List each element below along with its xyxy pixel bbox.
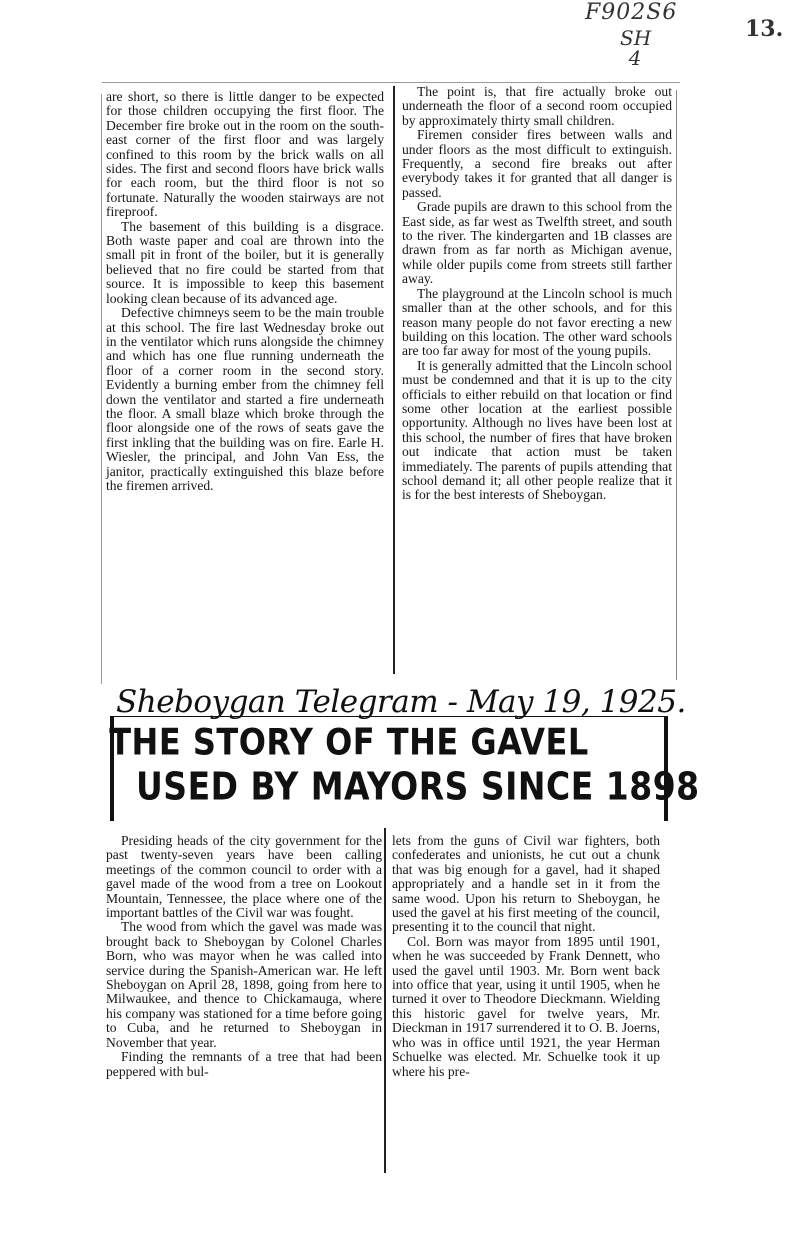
archive-sub-annotation (620, 28, 650, 68)
headline-line-2: USED BY MAYORS SINCE 1898 (136, 764, 700, 809)
archive-sub-line-2: 4 (628, 46, 642, 70)
clipping-right-edge (676, 90, 677, 680)
article2-paragraph: Col. Born was mayor from 1895 until 1901, when he was succeeded by Frank Dennett, who used the gavel until 1903. Mr. Born went back into office that year, using it until 1905, when he turned it over to Theodore Dieckmann. Wielding this historic gavel for twelve years, Mr. Dieckman in 1917 surrendered it to O. B. Joerns, who was in office until 1921, the year Herman Schuelke was elected. Mr. Schuelke took it up where his pre- (392, 933, 660, 1079)
article1-paragraph: Grade pupils are drawn to this school from the East side, as far west as Twelfth street, and south to the river. The kindergarten and 1B classes are drawn from as far north as Michigan avenue, while older pupils come from streets still farther away. (402, 199, 672, 287)
article2-paragraph: lets from the guns of Civil war fighters, both confederates and unionists, he cut out a chunk that was big enough for a gavel, had it shaped appropriately and a handle set in it from the same wood. Upon his return to Sheboygan, he used the gavel at his first meeting of the council, presenting it to the council that night. (392, 833, 660, 935)
archive-id-annotation: F902S6 (585, 0, 678, 25)
article1-column-1 (106, 90, 384, 493)
headline-line-1: THE STORY OF THE GAVEL (109, 720, 589, 764)
column-rule-lower (384, 828, 386, 1173)
article2-paragraph: Finding the remnants of a tree that had been peppered with bul- (106, 1049, 382, 1079)
page-number-annotation: 13. (745, 16, 784, 42)
archive-sub-line-1: SH (620, 26, 652, 50)
clipping-top-edge (102, 82, 680, 83)
headline-box (109, 716, 700, 821)
handwritten-source-note: Sheboygan Telegram - May 19, 1925. (116, 684, 686, 720)
clipping-left-edge (101, 94, 102, 684)
article1-column-2 (402, 85, 672, 503)
article2-column-1 (106, 834, 382, 1079)
article1-paragraph: It is generally admitted that the Lincoln school must be condemned and that it is up to the city officials to either rebuild on that location or find some other location at the earliest possible opportunity. Although no lives have been lost at this school, the number of fires that have broken out indicate that action must be taken immediately. The parents of pupils attending that school demand it; all other people realize that it is for the best interests of Sheboygan. (402, 357, 672, 503)
article1-paragraph: The basement of this building is a disgrace. Both waste paper and coal are thrown into the small pit in front of the boiler, but it is generally believed that no fire could be started from that source. It is impossible to keep this basement looking clean because of its advanced age. (106, 218, 384, 306)
article1-paragraph: Defective chimneys seem to be the main trouble at this school. The fire last Wednesday broke out in the ventilator which runs alongside the chimney and which has one flue running underneath the floor of a corner room in the second story. Evidently a burning ember from the chimney fell down the ventilator and started a fire underneath the floor. A small blaze which broke through the floor alongside one of the rows of seats gave the first inkling that the building was on fire. Earle H. Wiesler, the principal, and John Van Ess, the janitor, practically extinguished this blaze before the firemen arrived. (106, 305, 384, 493)
article1-paragraph: are short, so there is little danger to be expected for those children occupying the first floor. The December fire broke out in the room on the south-east corner of the first floor and was largely confined to this room by the brick walls on all sides. The first and second floors have brick walls for each room, but the third floor is not so fortunate. Naturally the wooden stairways are not fireproof. (106, 89, 384, 220)
article1-paragraph: The playground at the Lincoln school is much smaller than at the other schools, and for this reason many people do not favor erecting a new building on this location. The other ward schools are too far away for most of the young pupils. (402, 285, 672, 359)
article2-paragraph: The wood from which the gavel was made was brought back to Sheboygan by Colonel Charles Born, who was mayor when he was called into service during the Spanish-American war. He left Sheboygan on April 28, 1898, going from here to Milwaukee, and thence to Chickamauga, where his company was stationed for a time before going to Cuba, and he returned to Sheboygan in November that year. (106, 919, 382, 1050)
article1-paragraph: Firemen consider fires between walls and under floors as the most difficult to extinguish. Frequently, a second fire breaks out after everybody takes it for granted that all danger is passed. (402, 127, 672, 200)
article1-paragraph: The point is, that fire actually broke out underneath the floor of a second room occupied by approximately thirty small children. (402, 84, 672, 128)
article2-column-2 (392, 834, 660, 1079)
article2-paragraph: Presiding heads of the city government for the past twenty-seven years have been calling meetings of the common council to order with a gavel made of the wood from a tree on Lookout Mountain, Tennessee, the place where one of the important battles of the Civil war was fought. (106, 833, 382, 921)
column-rule-upper (393, 86, 395, 674)
